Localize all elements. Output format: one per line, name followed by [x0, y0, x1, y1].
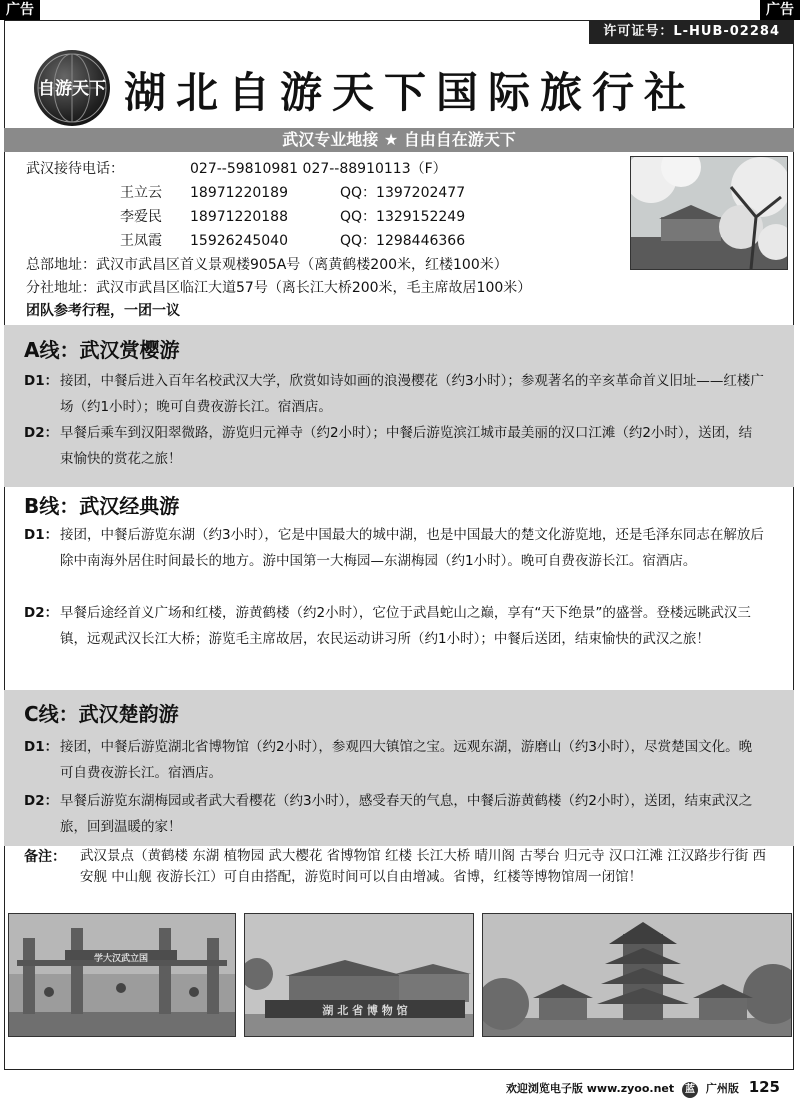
phone-label: 武汉接待电话：	[26, 161, 124, 177]
page-number: 125	[748, 1078, 780, 1096]
company-name: 湖北自游天下国际旅行社	[124, 68, 697, 117]
footer	[506, 1078, 780, 1098]
ad-tag-left: 广告	[0, 0, 40, 20]
footer-edition: 广州版	[705, 1082, 739, 1095]
branch-address: 分社地址：武汉市武昌区临江大道57号（离长江大桥200米，毛主席故居100米）	[26, 280, 532, 296]
provincial-museum-photo	[244, 913, 474, 1037]
route-a-day2	[24, 420, 764, 472]
day-text: 早餐后乘车到汉阳翠微路，游览归元禅寺（约2小时）；中餐后游览滨江城市最美丽的汉口江滩（约2小时），送团，结束愉快的赏花之旅！	[60, 425, 753, 467]
route-b-day2	[24, 600, 764, 652]
contact-qq: QQ：1397202477	[340, 185, 466, 201]
route-c-title: C线：武汉楚韵游	[24, 702, 179, 726]
day-text: 接团，中餐后进入百年名校武汉大学，欣赏如诗如画的浪漫樱花（约3小时）；参观著名的辛亥革命首义旧址——红楼广场（约1小时）；晚可自费夜游长江。宿酒店。	[60, 373, 764, 415]
note-label: 备注：	[24, 849, 66, 865]
ad-tag-right: 广告	[760, 0, 800, 20]
contact-name: 王凤霞	[120, 233, 162, 249]
route-b-title: B线：武汉经典游	[24, 494, 180, 518]
route-a-day1	[24, 368, 764, 420]
route-b-day1	[24, 522, 764, 574]
day-label: D1：	[24, 373, 59, 389]
note-text: 武汉景点（黄鹤楼 东湖 植物园 武大樱花 省博物馆 红楼 长江大桥 晴川阁 古琴台 归元寺 汉口江滩 江汉路步行街 西安舰 中山舰 夜游长江）可自由搭配，游览时间可以自由增减。省博，红楼等博物馆周一闭馆！	[80, 848, 766, 885]
logo-text: 自游天下	[38, 79, 106, 99]
day-text: 接团，中餐后游览东湖（约3小时），它是中国最大的城中湖，也是中国最大的楚文化游览地，还是毛泽东同志在解放后除中南海外居住时间最长的地方。游中国第一大梅园—东湖梅园（约1小时）。晚可自费夜游长江。宿酒店。	[60, 527, 764, 569]
day-text: 早餐后游览东湖梅园或者武大看樱花（约3小时），感受春天的气息，中餐后游黄鹤楼（约2小时），送团，结束武汉之旅，回到温暖的家！	[60, 793, 753, 835]
museum-caption: 湖 北 省 博 物 馆	[322, 1004, 408, 1017]
gate-caption: 学大汉武立国	[93, 954, 148, 964]
day-label: D2：	[24, 793, 59, 809]
day-label: D2：	[24, 605, 59, 621]
route-c-day1	[24, 734, 764, 786]
contact-name: 王立云	[120, 185, 162, 201]
footer-website: 欢迎浏览电子版 www.zyoo.net	[505, 1082, 675, 1095]
route-c-day2	[24, 788, 764, 840]
contact-qq: QQ：1298446366	[340, 233, 466, 249]
day-text: 接团，中餐后游览湖北省博物馆（约2小时），参观四大镇馆之宝。远观东湖，游磨山（约3小时），尽赏楚国文化。晚可自费夜游长江。宿酒店。	[60, 739, 753, 781]
day-label: D1：	[24, 527, 59, 543]
group-note: 团队参考行程，一团一议	[26, 303, 180, 319]
route-a-title: A线：武汉赏樱游	[24, 338, 180, 362]
license-number: 许可证号：L-HUB-02284	[589, 20, 794, 44]
contact-phone: 15926245040	[190, 233, 288, 249]
day-text: 早餐后途经首义广场和红楼，游黄鹤楼（约2小时），它位于武昌蛇山之巅，享有“天下绝景”的盛誉。登楼远眺武汉三镇，远观武汉长江大桥；游览毛主席故居，农民运动讲习所（约1小时）；中餐后送团，结束愉快的武汉之旅！	[60, 605, 751, 647]
contact-qq: QQ：1329152249	[340, 209, 466, 225]
hq-address: 总部地址：武汉市武昌区首义景观楼905A号（离黄鹤楼200米，红楼100米）	[26, 257, 508, 273]
cherry-blossom-photo	[630, 156, 788, 270]
footer-badge-icon: 蓝	[682, 1082, 698, 1098]
main-phone: 027--59810981 027--88910113（F）	[190, 161, 447, 177]
contact-phone: 18971220189	[190, 185, 288, 201]
day-label: D1：	[24, 739, 59, 755]
yellow-crane-tower-photo	[482, 913, 792, 1037]
day-label: D2：	[24, 425, 59, 441]
contact-name: 李爱民	[120, 209, 162, 225]
university-gate-photo	[8, 913, 236, 1037]
slogan-bar: 武汉专业地接 ★ 自由自在游天下	[4, 128, 794, 152]
contact-phone: 18971220188	[190, 209, 288, 225]
